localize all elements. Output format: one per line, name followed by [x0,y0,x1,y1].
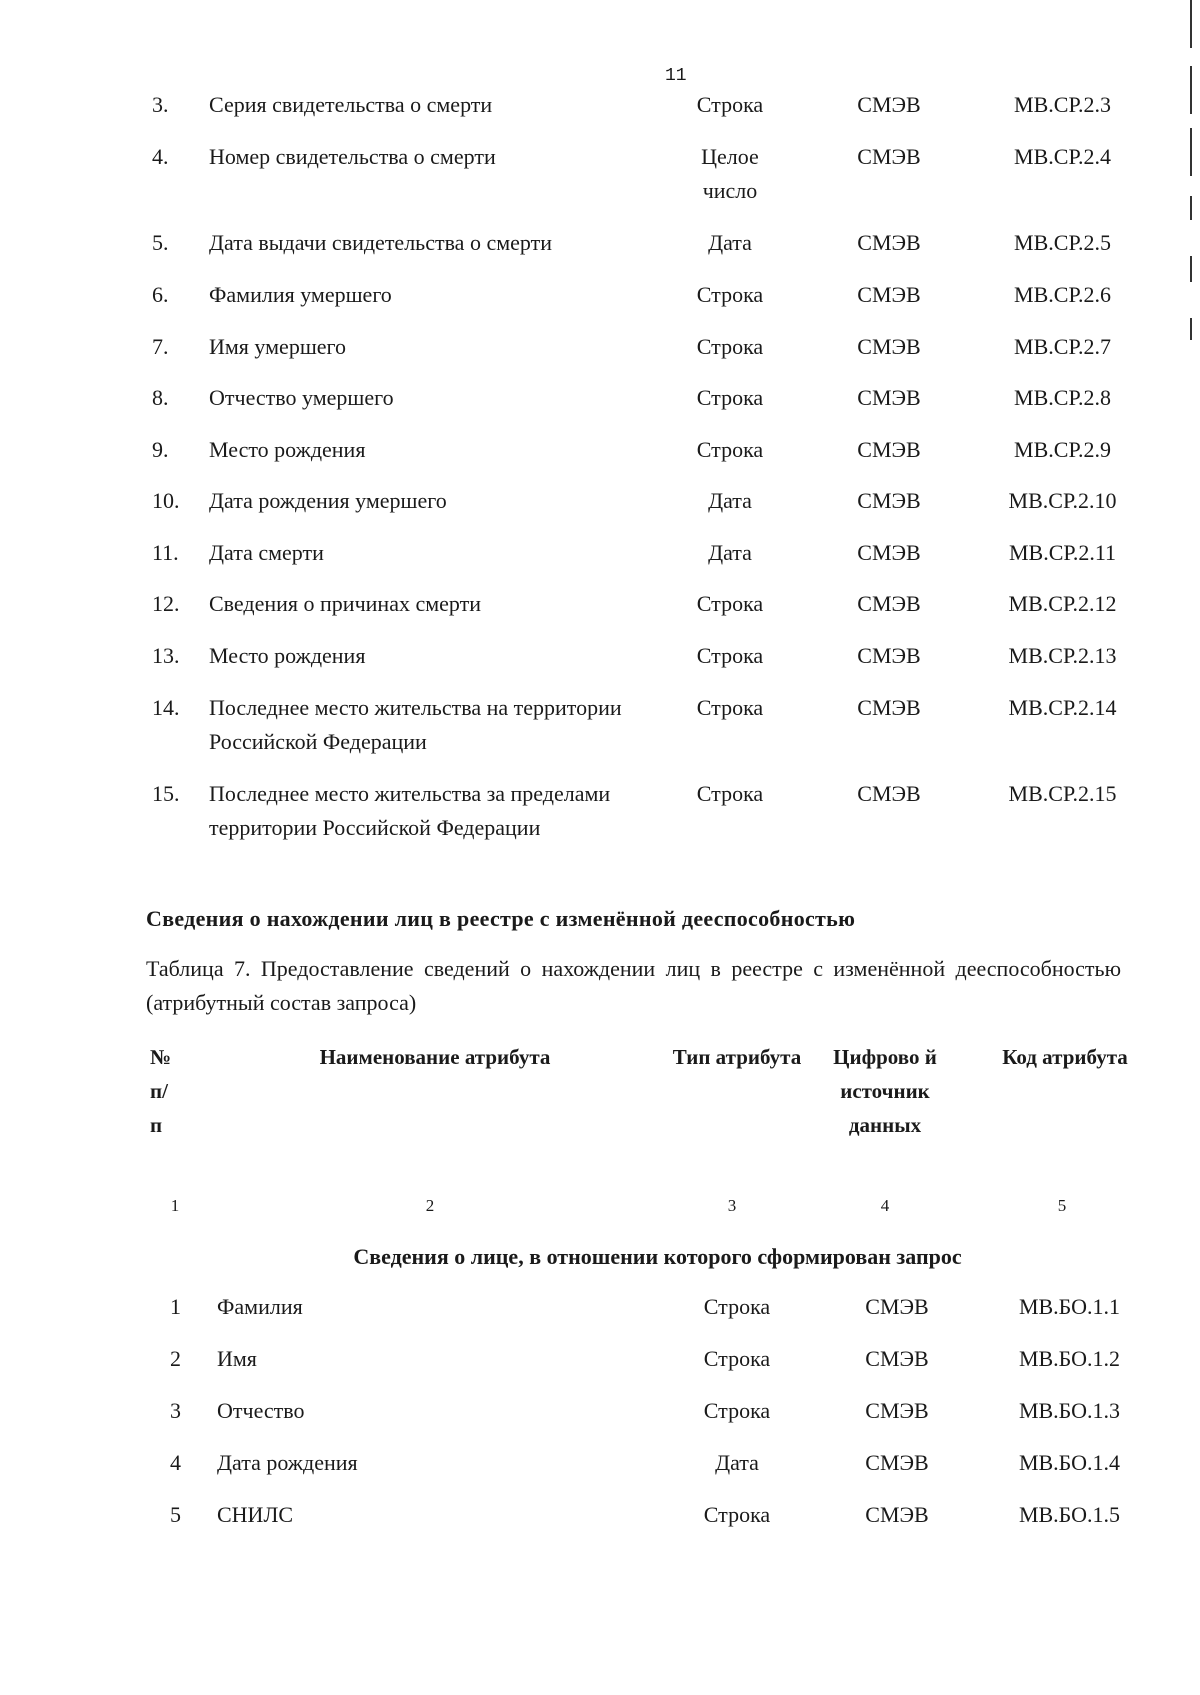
data-source: СМЭВ [857,488,921,513]
attribute-code: МВ.СР.2.5 [1014,230,1111,255]
row-number: 7. [152,334,169,359]
data-source: СМЭВ [857,282,921,307]
attribute-type: Строка [703,1398,771,1423]
header-row-number: № п/ п [150,1045,172,1137]
column-number: 1 [170,1196,180,1215]
attribute-code: МВ.СР.2.6 [1014,282,1111,307]
row-number: 6. [152,282,169,307]
attribute-name: Отчество [217,1398,305,1423]
column-number: 5 [1057,1196,1067,1215]
attribute-name: Сведения о причинах смерти [209,591,482,616]
attribute-code: МВ.СР.2.15 [1008,781,1117,806]
attribute-code: МВ.СР.2.4 [1014,144,1111,169]
data-source: СМЭВ [857,385,921,410]
row-number: 10. [152,488,180,513]
row-number: 9. [152,437,169,462]
attribute-code: МВ.СР.2.14 [1008,695,1117,720]
data-source: СМЭВ [857,540,921,565]
attribute-code: МВ.СР.2.8 [1014,385,1111,410]
column-number: 3 [727,1196,737,1215]
attribute-code: МВ.СР.2.13 [1008,643,1117,668]
attribute-type: Дата [708,230,752,255]
attribute-type: Строка [696,591,764,616]
data-source: СМЭВ [857,92,921,117]
data-source: СМЭВ [865,1502,929,1527]
row-number: 5. [152,230,169,255]
attribute-name: Место рождения [209,643,366,668]
header-attribute-name: Наименование атрибута [319,1045,551,1069]
data-source: СМЭВ [857,334,921,359]
row-number: 5 [170,1502,181,1527]
row-number: 12. [152,591,180,616]
attribute-name: Последнее место жительства на территории Российской Федерации [209,695,622,754]
data-source: СМЭВ [857,643,921,668]
scan-mark [1190,318,1192,340]
scan-margin-marks [1188,0,1200,400]
data-source: СМЭВ [857,144,921,169]
scan-mark [1190,256,1192,282]
attribute-type: Строка [703,1502,771,1527]
header-attribute-type: Тип атрибута [672,1045,802,1069]
row-number: 3 [170,1398,181,1423]
attribute-code: МВ.БО.1.4 [1018,1450,1121,1475]
attribute-type: Строка [696,92,764,117]
data-source: СМЭВ [857,781,921,806]
attribute-type: Строка [696,781,764,806]
attribute-type: Дата [715,1450,759,1475]
attribute-type: Целое число [701,144,759,203]
attribute-code: МВ.СР.2.9 [1014,437,1111,462]
attribute-name: Имя [217,1346,257,1371]
section-heading: Сведения о нахождении лиц в реестре с изменённой дееспособностью [146,906,856,931]
attribute-code: МВ.БО.1.2 [1018,1346,1121,1371]
data-source: СМЭВ [857,591,921,616]
attribute-code: МВ.БО.1.5 [1018,1502,1121,1527]
attribute-name: Фамилия умершего [209,282,392,307]
scan-mark [1190,128,1192,176]
row-number: 13. [152,643,180,668]
table-caption: Таблица 7. Предоставление сведений о нахождении лиц в реестре с изменённой дееспособностью (атрибутный состав запроса) [146,956,1121,1015]
attribute-name: СНИЛС [217,1502,294,1527]
attribute-type: Строка [696,437,764,462]
attribute-name: Дата рождения умершего [209,488,447,513]
attribute-type: Строка [696,282,764,307]
attribute-name: Дата смерти [209,540,324,565]
attribute-code: МВ.БО.1.3 [1018,1398,1121,1423]
attribute-name: Место рождения [209,437,366,462]
row-number: 11. [152,540,179,565]
scan-mark [1190,0,1192,48]
row-number: 15. [152,781,180,806]
attribute-code: МВ.СР.2.7 [1014,334,1111,359]
row-number: 14. [152,695,180,720]
attribute-type: Строка [696,695,764,720]
attribute-name: Номер свидетельства о смерти [209,144,496,169]
row-number: 8. [152,385,169,410]
attribute-name: Имя умершего [209,334,347,359]
column-number: 2 [425,1196,435,1215]
attribute-name: Последнее место жительства за пределами территории Российской Федерации [209,781,611,840]
attribute-name: Фамилия [217,1294,303,1319]
attribute-type: Строка [696,643,764,668]
header-data-source: Цифрово й источник данных [833,1045,937,1137]
data-source: СМЭВ [865,1398,929,1423]
scan-mark [1190,196,1192,220]
column-number: 4 [880,1196,890,1215]
page-number: 11 [665,66,687,86]
attribute-name: Отчество умершего [209,385,394,410]
attribute-name: Дата рождения [217,1450,358,1475]
table-subtitle: Сведения о лице, в отношении которого сформирован запрос [353,1244,962,1269]
attribute-type: Строка [696,334,764,359]
data-source: СМЭВ [865,1294,929,1319]
row-number: 1 [170,1294,181,1319]
attribute-code: МВ.СР.2.11 [1008,540,1117,565]
data-source: СМЭВ [857,695,921,720]
row-number: 2 [170,1346,181,1371]
attribute-name: Серия свидетельства о смерти [209,92,493,117]
attribute-type: Дата [708,540,752,565]
scan-mark [1190,66,1192,114]
row-number: 4. [152,144,169,169]
attribute-type: Строка [703,1294,771,1319]
data-source: СМЭВ [857,230,921,255]
data-source: СМЭВ [865,1450,929,1475]
row-number: 3. [152,92,169,117]
attribute-type: Строка [703,1346,771,1371]
attribute-type: Строка [696,385,764,410]
header-attribute-code: Код атрибута [1002,1045,1128,1069]
attribute-name: Дата выдачи свидетельства о смерти [209,230,552,255]
data-source: СМЭВ [865,1346,929,1371]
attribute-code: МВ.БО.1.1 [1018,1294,1121,1319]
attribute-type: Дата [708,488,752,513]
attribute-code: МВ.СР.2.10 [1008,488,1117,513]
row-number: 4 [170,1450,181,1475]
data-source: СМЭВ [857,437,921,462]
attribute-code: МВ.СР.2.3 [1014,92,1111,117]
attribute-code: МВ.СР.2.12 [1008,591,1117,616]
